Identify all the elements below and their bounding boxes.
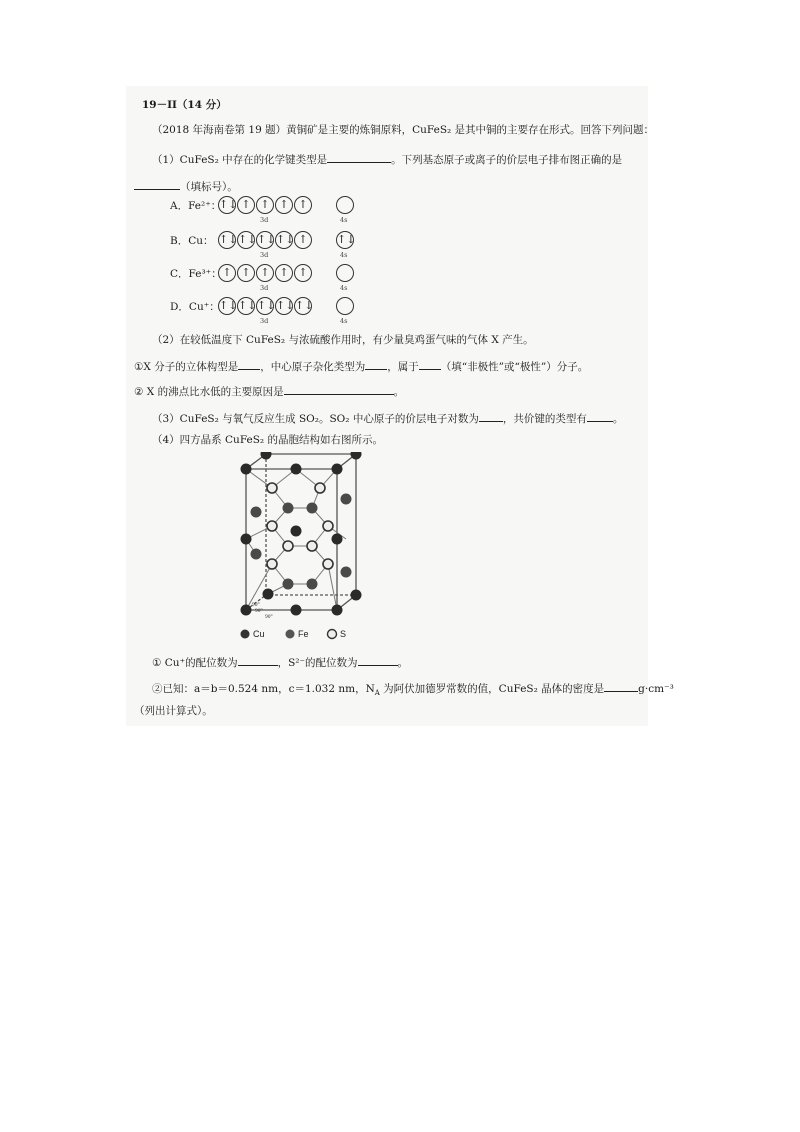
s-atom bbox=[307, 541, 317, 551]
subshell-label-3d: 3d bbox=[260, 317, 269, 325]
cu-atom bbox=[332, 605, 343, 616]
electron-arrow: ↑ bbox=[241, 198, 251, 211]
q4-p2-text-b: 为阿伏加德罗常数的值，CuFeS₂ 晶体的密度是 bbox=[379, 683, 605, 695]
cu-atom bbox=[241, 605, 252, 616]
orbital-3d-box bbox=[218, 264, 236, 282]
electron-arrow: ↑ bbox=[298, 198, 308, 211]
orbital-3d-box bbox=[275, 231, 293, 249]
q2-blank-hybridization[interactable] bbox=[365, 358, 387, 370]
fe-atom bbox=[307, 503, 318, 514]
electron-arrow: ↑ bbox=[298, 266, 308, 279]
s-atom bbox=[323, 521, 333, 531]
q2-p1-text-b: ，中心原子杂化类型为 bbox=[260, 361, 366, 373]
q2-p2-text-b: 。 bbox=[393, 386, 405, 398]
subshell-label-4s: 4s bbox=[340, 317, 348, 325]
electron-arrow: ↑↓ bbox=[257, 233, 276, 246]
s-atom bbox=[315, 483, 325, 493]
orbital-3d-box bbox=[294, 196, 312, 214]
crystal-cell-diagram bbox=[228, 452, 368, 642]
orbital-4s-box bbox=[336, 231, 354, 249]
orbital-3d-box bbox=[218, 297, 236, 315]
q2-blank-polarity[interactable] bbox=[419, 358, 441, 370]
option-label[interactable]: C．Fe³⁺： bbox=[170, 268, 222, 280]
subshell-label-3d: 3d bbox=[260, 251, 269, 259]
q4-p2-text-a: ②已知：a＝b＝0.524 nm，c＝1.032 nm，N bbox=[152, 683, 375, 695]
orbital-3d-box bbox=[256, 196, 274, 214]
electron-arrow: ↑↓ bbox=[219, 299, 238, 312]
orbital-3d-box bbox=[294, 264, 312, 282]
orbital-3d-box bbox=[256, 297, 274, 315]
q2-p1-text-c: ，属于 bbox=[387, 361, 419, 373]
cu-atom bbox=[351, 590, 362, 601]
electron-arrow: ↑↓ bbox=[219, 198, 238, 211]
q2-p1-text-a: ①X 分子的立体构型是 bbox=[134, 361, 239, 373]
cu-atom bbox=[263, 589, 274, 600]
orbital-option-row bbox=[0, 231, 800, 259]
s-atom bbox=[267, 483, 277, 493]
q4-p1-text-a: ① Cu⁺的配位数为 bbox=[152, 657, 238, 669]
orbital-option-row bbox=[0, 264, 800, 292]
q4-part2 bbox=[152, 680, 674, 700]
electron-arrow: ↑ bbox=[222, 266, 232, 279]
q4-p2-sub: A bbox=[374, 689, 380, 698]
q2-p2-text-a: ② X 的沸点比水低的主要原因是 bbox=[134, 386, 284, 398]
cu-atom bbox=[241, 534, 252, 545]
fe-atom bbox=[283, 579, 294, 590]
cu-atom bbox=[291, 526, 302, 537]
q1-text-b: 。下列基态原子或离子的价层电子排布图正确的是 bbox=[391, 154, 623, 166]
cu-atom bbox=[291, 605, 302, 616]
legend-s-label: S bbox=[340, 629, 347, 639]
q3-blank-bond-types[interactable] bbox=[587, 410, 613, 422]
q4-blank-cu-coordination[interactable] bbox=[238, 654, 278, 666]
subshell-label-4s: 4s bbox=[340, 251, 348, 259]
orbital-3d-box bbox=[218, 231, 236, 249]
angle-label: 90° bbox=[252, 602, 260, 608]
orbital-3d-box bbox=[275, 297, 293, 315]
electron-arrow: ↑↓ bbox=[295, 299, 314, 312]
orbital-3d-box bbox=[275, 264, 293, 282]
cu-atom bbox=[241, 464, 252, 475]
legend-fe-swatch bbox=[286, 630, 295, 639]
orbital-3d-box bbox=[294, 297, 312, 315]
q4-blank-density[interactable] bbox=[604, 680, 638, 692]
q2-blank-reason[interactable] bbox=[284, 383, 394, 395]
electron-arrow: ↑ bbox=[260, 266, 270, 279]
q1-line1 bbox=[152, 151, 622, 167]
q1-line2 bbox=[134, 178, 238, 194]
electron-arrow: ↑↓ bbox=[238, 233, 257, 246]
orbital-3d-box bbox=[218, 196, 236, 214]
question-header: 19－II（14 分） bbox=[142, 99, 227, 111]
orbital-4s-box bbox=[336, 196, 354, 214]
fe-atom bbox=[251, 507, 262, 518]
q4-blank-s-coordination[interactable] bbox=[358, 654, 398, 666]
q1-text-c: （填标号）。 bbox=[180, 181, 238, 193]
q2-p1-text-d: （填“非极性”或“极性”）分子。 bbox=[440, 361, 589, 373]
q3-text-a: （3）CuFeS₂ 与氧气反应生成 SO₂。SO₂ 中心原子的价层电子对数为 bbox=[152, 413, 479, 425]
orbital-option-row bbox=[0, 196, 800, 224]
orbital-4s-box bbox=[336, 264, 354, 282]
q2-blank-geometry[interactable] bbox=[238, 358, 260, 370]
s-atom bbox=[267, 521, 277, 531]
q1-blank-option[interactable] bbox=[134, 178, 180, 190]
q3-blank-electron-pairs[interactable] bbox=[479, 410, 503, 422]
orbital-3d-box bbox=[237, 196, 255, 214]
orbital-3d-box bbox=[256, 231, 274, 249]
q3-line bbox=[152, 410, 623, 426]
q4-p1-text-b: ，S²⁻的配位数为 bbox=[277, 657, 358, 669]
orbital-3d-box bbox=[237, 264, 255, 282]
electron-arrow: ↑ bbox=[260, 198, 270, 211]
option-label[interactable]: D．Cu⁺： bbox=[170, 301, 220, 313]
electron-arrow: ↑ bbox=[279, 198, 289, 211]
s-atom bbox=[323, 559, 333, 569]
angle-label: 90° bbox=[255, 608, 263, 614]
legend-s-swatch bbox=[328, 630, 337, 639]
orbital-3d-box bbox=[275, 196, 293, 214]
q4-part3: （列出计算式）。 bbox=[134, 705, 213, 717]
fe-atom bbox=[341, 494, 352, 505]
electron-arrow: ↑ bbox=[279, 266, 289, 279]
option-label[interactable]: A．Fe²⁺： bbox=[170, 200, 222, 212]
cu-atom bbox=[332, 534, 343, 545]
cu-atom bbox=[291, 464, 302, 475]
electron-arrow: ↑↓ bbox=[238, 299, 257, 312]
legend-cu-swatch bbox=[241, 630, 250, 639]
fe-atom bbox=[307, 579, 318, 590]
cu-atom bbox=[261, 452, 272, 460]
electron-arrow: ↑↓ bbox=[276, 299, 295, 312]
electron-arrow: ↑ bbox=[298, 233, 308, 246]
q4-part1 bbox=[152, 654, 408, 670]
q1-blank-bond-type[interactable] bbox=[327, 151, 391, 163]
option-label[interactable]: B．Cu： bbox=[170, 235, 214, 247]
electron-arrow: ↑↓ bbox=[276, 233, 295, 246]
fe-atom bbox=[341, 567, 352, 578]
atoms bbox=[241, 452, 362, 616]
fe-atom bbox=[251, 549, 262, 560]
s-atom bbox=[267, 559, 277, 569]
q2-part1 bbox=[134, 358, 588, 374]
orbital-3d-box bbox=[237, 231, 255, 249]
legend-fe-label: Fe bbox=[298, 629, 309, 639]
bond-network bbox=[246, 469, 346, 610]
electron-arrow: ↑ bbox=[241, 266, 251, 279]
subshell-label-4s: 4s bbox=[340, 284, 348, 292]
legend bbox=[241, 629, 347, 639]
electron-arrow: ↑↓ bbox=[219, 233, 238, 246]
subshell-label-3d: 3d bbox=[260, 216, 269, 224]
orbital-3d-box bbox=[256, 264, 274, 282]
q1-text-a: （1）CuFeS₂ 中存在的化学键类型是 bbox=[152, 154, 328, 166]
cu-atom bbox=[351, 452, 362, 460]
orbital-4s-box bbox=[336, 297, 354, 315]
orbital-option-row bbox=[0, 297, 800, 325]
orbital-3d-box bbox=[237, 297, 255, 315]
q4-p1-text-c: 。 bbox=[397, 657, 409, 669]
q4-intro: （4）四方晶系 CuFeS₂ 的晶胞结构如右图所示。 bbox=[152, 434, 383, 446]
cu-atom bbox=[332, 464, 343, 475]
angle-label: 90° bbox=[265, 614, 273, 620]
q2-intro: （2）在较低温度下 CuFeS₂ 与浓硫酸作用时，有少量臭鸡蛋气味的气体 X 产生。 bbox=[152, 334, 534, 346]
q3-text-c: 。 bbox=[612, 413, 624, 425]
legend-cu-label: Cu bbox=[253, 629, 265, 639]
orbital-3d-box bbox=[294, 231, 312, 249]
subshell-label-4s: 4s bbox=[340, 216, 348, 224]
fe-atom bbox=[283, 503, 294, 514]
electron-arrow: ↑↓ bbox=[337, 233, 356, 246]
electron-arrow: ↑↓ bbox=[257, 299, 276, 312]
s-atom bbox=[283, 541, 293, 551]
q2-part2 bbox=[134, 383, 404, 399]
question-intro: （2018 年海南卷第 19 题）黄铜矿是主要的炼铜原料，CuFeS₂ 是其中铜的主要存在形式。回答下列问题： bbox=[152, 124, 655, 136]
q4-p2-unit: g·cm⁻³ bbox=[638, 683, 674, 695]
subshell-label-3d: 3d bbox=[260, 284, 269, 292]
q3-text-b: ，共价键的类型有 bbox=[502, 413, 587, 425]
